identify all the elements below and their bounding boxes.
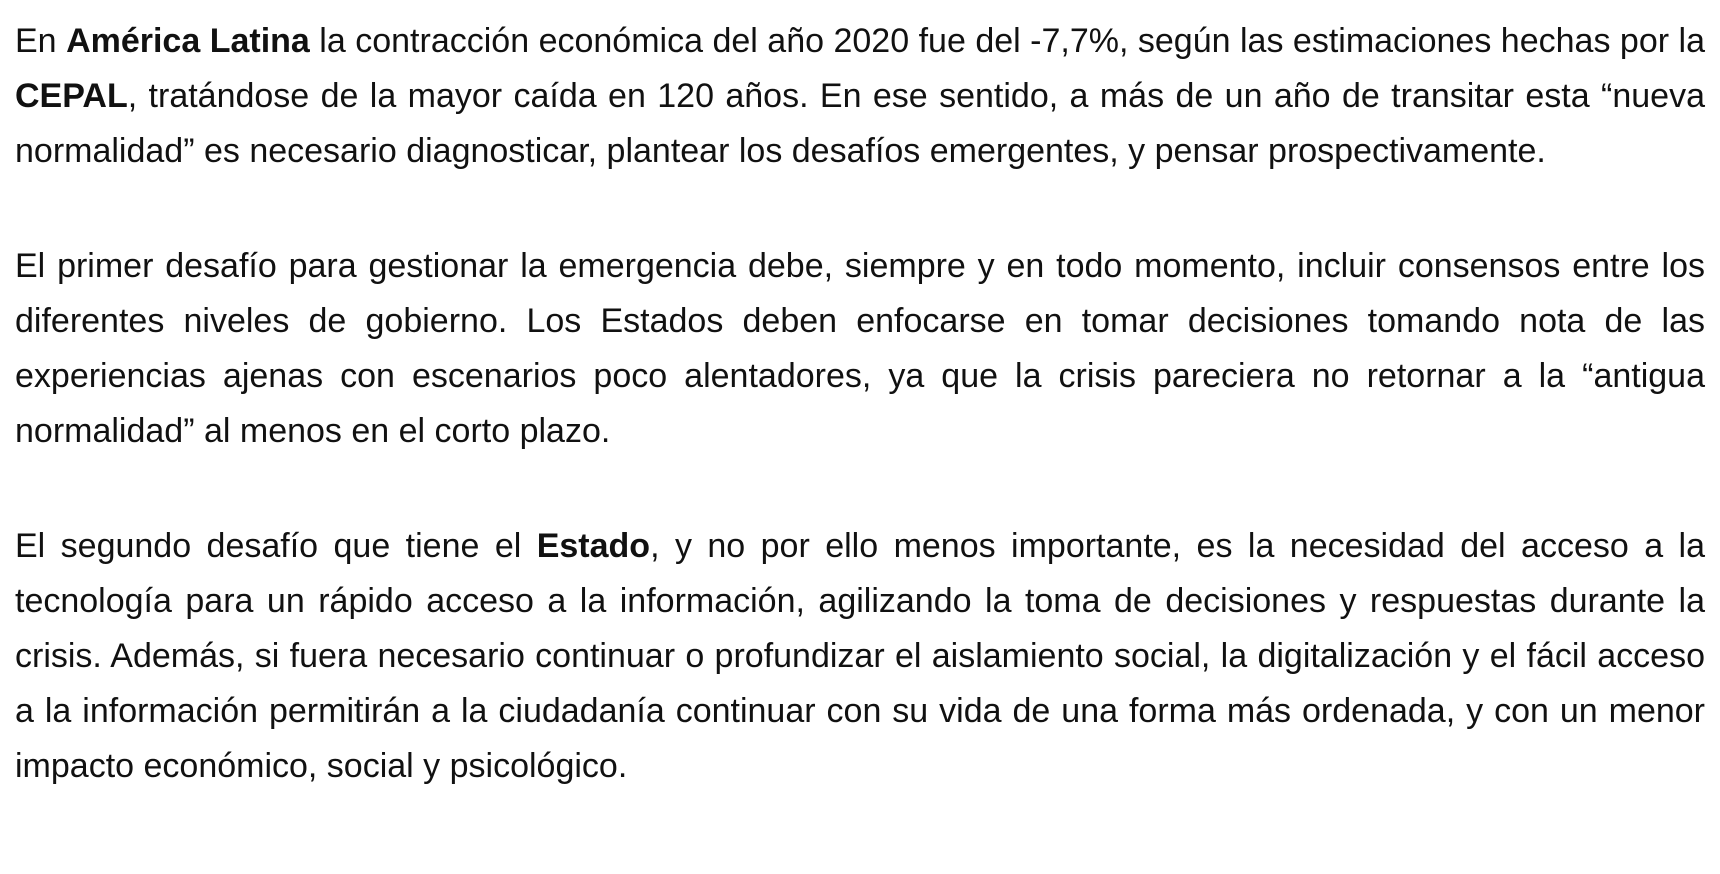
- paragraph-second-challenge: [15, 519, 1705, 794]
- paragraph-first-challenge: [15, 239, 1705, 459]
- text-segment: la contracción económica del año 2020 fue del -7,7%, según las estimaciones hechas por la: [309, 22, 1705, 60]
- paragraph-latam-contraction: [15, 14, 1705, 179]
- bold-term-estado: Estado: [536, 527, 651, 565]
- text-segment: , y no por ello menos importante, es la necesidad del acceso a la tecnología para un rápido acceso a la información, agilizando la toma de decisiones y respuestas durante la crisis. Además, si fuera necesario continuar o profundizar el aislamiento social, la digitalización y el fácil acceso a la información permitirán a la ciudadanía continuar con su vida de una forma más ordenada, y con un menor impacto económico, social y psicológico.: [15, 527, 1705, 785]
- document-body: [15, 14, 1705, 794]
- text-segment: En: [15, 22, 67, 60]
- text-segment: , tratándose de la mayor caída en 120 años. En ese sentido, a más de un año de transitar esta “nueva normalidad” es necesario diagnosticar, plantear los desafíos emergentes, y pensar prospectivamente.: [15, 77, 1705, 170]
- bold-term-cepal: CEPAL: [15, 77, 128, 115]
- text-segment: El primer desafío para gestionar la emergencia debe, siempre y en todo momento, incluir consensos entre los diferentes niveles de gobierno. Los Estados deben enfocarse en tomar decisiones tomando nota de las experiencias ajenas con escenarios poco alentadores, ya que la crisis pareciera no retornar a la “antigua normalidad” al menos en el corto plazo.: [15, 247, 1705, 450]
- bold-term-america-latina: América Latina: [66, 22, 310, 60]
- text-segment: El segundo desafío que tiene el: [15, 527, 537, 565]
